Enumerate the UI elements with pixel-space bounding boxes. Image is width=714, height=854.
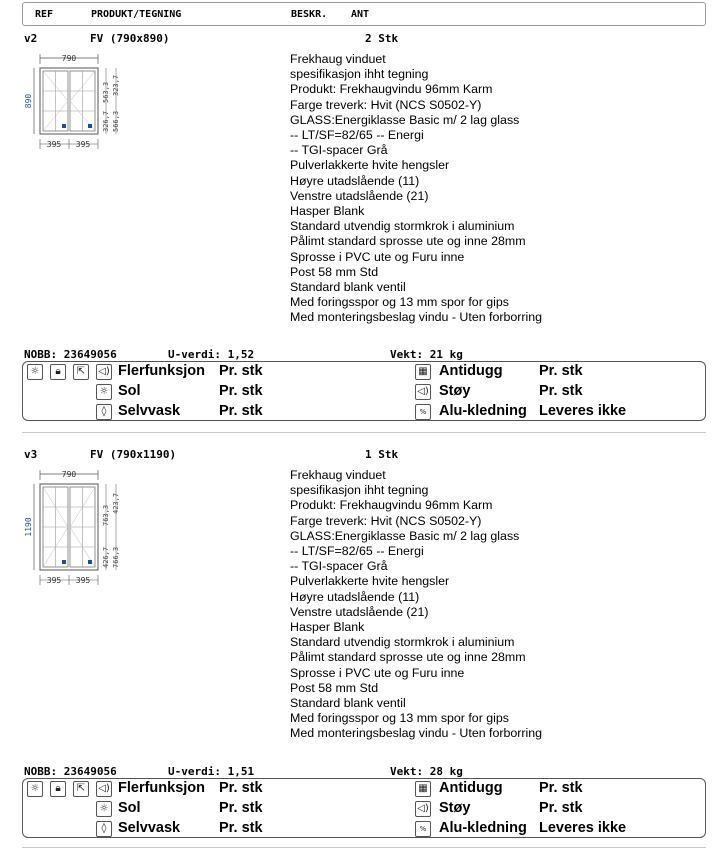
spec-line: Hasper Blank — [290, 204, 365, 219]
item-ref: v3 — [24, 448, 38, 461]
header-ref: REF — [35, 9, 54, 20]
bottom-dim-left: 395 — [46, 140, 62, 149]
u-value: U-verdi: 1,52 — [168, 348, 255, 361]
feature-label: Alu-kledning — [439, 403, 527, 419]
feature-value: Pr. stk — [539, 363, 583, 379]
handle-marker — [62, 124, 66, 128]
weight: Vekt: 21 kg — [390, 348, 463, 361]
spec-line: Frekhaug vinduet — [290, 52, 386, 66]
lock-icon: 🔒︎ — [50, 781, 66, 797]
feature-value: Pr. stk — [219, 383, 263, 399]
handle-marker — [62, 560, 66, 564]
feature-label: Støy — [439, 383, 471, 399]
speaker-icon: ◁) — [415, 384, 431, 400]
grid-icon: ▦ — [415, 364, 431, 380]
sun-icon: ☼ — [96, 801, 112, 817]
specification-list — [290, 468, 542, 742]
alu-icon: % — [415, 821, 431, 837]
spec-line: Hasper Blank — [290, 620, 365, 635]
feature-row — [23, 362, 705, 382]
drop-icon: ◊ — [96, 404, 112, 420]
feature-label: Selvvask — [118, 820, 181, 836]
feature-value: Pr. stk — [219, 363, 263, 379]
spec-line: -- LT/SF=82/65 -- Energi — [290, 544, 424, 559]
bottom-dim-right: 395 — [75, 140, 91, 149]
feature-row — [23, 382, 705, 402]
feature-label: Alu-kledning — [439, 820, 527, 836]
window-drawing — [22, 464, 132, 590]
side-dim: 566,3 — [112, 110, 120, 132]
spec-line: GLASS:Energiklasse Basic m/ 2 lag glass — [290, 112, 520, 127]
item-quantity: 2 Stk — [365, 32, 399, 45]
features-box — [22, 361, 706, 421]
item-ref: v2 — [24, 32, 38, 45]
sun-icon: ☼ — [27, 364, 43, 380]
feature-row — [23, 819, 705, 839]
specification-list — [290, 52, 542, 326]
height-label: 1190 — [24, 517, 33, 537]
spec-line: Med monteringsbeslag vindu - Uten forborring — [290, 310, 543, 325]
feature-label: Sol — [118, 800, 141, 816]
spec-line: Standard utvendig stormkrok i aluminium — [290, 219, 515, 234]
bottom-dim-left: 395 — [46, 576, 62, 585]
item-product: FV (790x1190) — [90, 448, 177, 461]
spec-line: -- TGI-spacer Grå — [290, 143, 388, 158]
feature-value: Leveres ikke — [539, 403, 627, 419]
spec-line: Post 58 mm Std — [290, 680, 379, 695]
u-value: U-verdi: 1,51 — [168, 765, 255, 778]
handle-marker — [88, 124, 92, 128]
header-product: PRODUKT/TEGNING — [91, 9, 182, 20]
feature-label: Sol — [118, 383, 141, 399]
header-quantity: ANT — [351, 9, 370, 20]
side-dim: 766,3 — [112, 546, 120, 568]
spec-line: GLASS:Energiklasse Basic m/ 2 lag glass — [290, 528, 520, 543]
spec-line: Post 58 mm Std — [290, 264, 379, 279]
height-label: 890 — [24, 93, 33, 109]
nobb-number: NOBB: 23649056 — [24, 348, 117, 361]
feature-value: Pr. stk — [219, 403, 263, 419]
spec-line: Med monteringsbeslag vindu - Uten forborring — [290, 726, 543, 741]
side-dim: 323,7 — [112, 74, 120, 96]
handle-marker — [88, 560, 92, 564]
spec-line: Venstre utadslående (21) — [290, 188, 429, 203]
spec-line: Pulverlakkerte hvite hengsler — [290, 158, 450, 173]
alu-icon: % — [415, 404, 431, 420]
feature-label: Antidugg — [439, 363, 503, 379]
vent-icon: ⇱ — [73, 364, 89, 380]
feature-row — [23, 799, 705, 819]
width-label: 790 — [61, 54, 77, 63]
spec-line: Standard blank ventil — [290, 696, 406, 711]
sun-icon: ☼ — [96, 384, 112, 400]
side-dim: 426,7 — [102, 546, 110, 568]
spec-line: Med foringsspor og 13 mm spor for gips — [290, 711, 509, 726]
spec-line: spesifikasjon ihht tegning — [290, 67, 429, 82]
header-description: BESKR. — [291, 9, 328, 20]
item-divider — [22, 847, 706, 848]
side-dim: 326,7 — [102, 110, 110, 132]
spec-line: Pulverlakkerte hvite hengsler — [290, 574, 450, 589]
spec-line: Produkt: Frekhaugvindu 96mm Karm — [290, 82, 493, 97]
side-dim: 563,3 — [102, 81, 110, 103]
speaker-icon: ◁) — [96, 364, 112, 380]
speaker-icon: ◁) — [96, 781, 112, 797]
spec-line: Farge treverk: Hvit (NCS S0502-Y) — [290, 513, 482, 528]
feature-value: Pr. stk — [219, 780, 263, 796]
spec-line: Høyre utadslående (11) — [290, 173, 420, 188]
spec-line: Pålimt standard sprosse ute og inne 28mm — [290, 234, 526, 249]
feature-label: Selvvask — [118, 403, 181, 419]
features-box — [22, 778, 706, 838]
spec-line: Produkt: Frekhaugvindu 96mm Karm — [290, 498, 493, 513]
side-dim: 423,7 — [112, 492, 120, 514]
feature-value: Leveres ikke — [539, 820, 627, 836]
feature-label: Antidugg — [439, 780, 503, 796]
item-product: FV (790x890) — [90, 32, 170, 45]
feature-value: Pr. stk — [219, 800, 263, 816]
column-header-bar — [22, 2, 706, 26]
window-drawing — [22, 48, 132, 154]
side-dim: 763,3 — [102, 504, 110, 526]
spec-line: Frekhaug vinduet — [290, 468, 386, 482]
feature-value: Pr. stk — [539, 780, 583, 796]
feature-label: Flerfunksjon — [118, 363, 206, 379]
spec-line: Farge treverk: Hvit (NCS S0502-Y) — [290, 97, 482, 112]
feature-label: Støy — [439, 800, 471, 816]
feature-row — [23, 402, 705, 422]
feature-row — [23, 779, 705, 799]
spec-line: -- TGI-spacer Grå — [290, 559, 388, 574]
nobb-number: NOBB: 23649056 — [24, 765, 117, 778]
spec-line: Sprosse i PVC ute og Furu inne — [290, 665, 465, 680]
spec-line: Standard blank ventil — [290, 280, 406, 295]
feature-value: Pr. stk — [539, 383, 583, 399]
spec-line: -- LT/SF=82/65 -- Energi — [290, 128, 424, 143]
spec-line: Sprosse i PVC ute og Furu inne — [290, 249, 465, 264]
width-label: 790 — [61, 470, 77, 479]
spec-line: Pålimt standard sprosse ute og inne 28mm — [290, 650, 526, 665]
speaker-icon: ◁) — [415, 801, 431, 817]
sun-icon: ☼ — [27, 781, 43, 797]
feature-value: Pr. stk — [219, 820, 263, 836]
weight: Vekt: 28 kg — [390, 765, 463, 778]
item-divider — [22, 432, 706, 433]
bottom-dim-right: 395 — [75, 576, 91, 585]
item-quantity: 1 Stk — [365, 448, 399, 461]
spec-line: Med foringsspor og 13 mm spor for gips — [290, 295, 509, 310]
vent-icon: ⇱ — [73, 781, 89, 797]
feature-label: Flerfunksjon — [118, 780, 206, 796]
lock-icon: 🔒︎ — [50, 364, 66, 380]
grid-icon: ▦ — [415, 781, 431, 797]
spec-line: Venstre utadslående (21) — [290, 604, 429, 619]
feature-value: Pr. stk — [539, 800, 583, 816]
spec-line: Høyre utadslående (11) — [290, 589, 420, 604]
drop-icon: ◊ — [96, 821, 112, 837]
spec-line: spesifikasjon ihht tegning — [290, 483, 429, 498]
spec-line: Standard utvendig stormkrok i aluminium — [290, 635, 515, 650]
